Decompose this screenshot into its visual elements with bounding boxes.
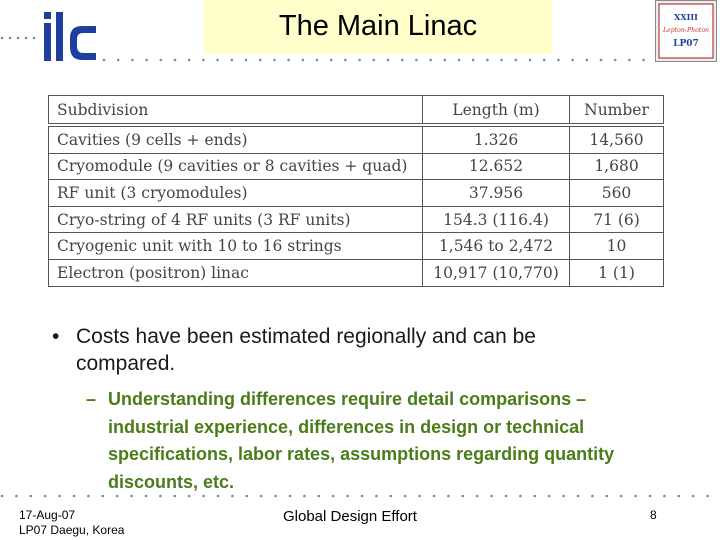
bullet-marker: • <box>52 325 60 348</box>
sub-bullet-text: Understanding differences require detail comparisons – industrial experience, differences in design or technical specifications, labor rates, assumptions regarding quantity discounts, etc. <box>108 389 615 492</box>
svg-text:Lepton-Photon: Lepton-Photon <box>662 27 710 34</box>
linac-subdivision-table <box>48 95 664 292</box>
table-row <box>49 206 664 233</box>
footer-dotted-rule <box>0 494 720 498</box>
footer-title: Global Design Effort <box>283 508 417 525</box>
number-cell: 560 <box>570 180 664 207</box>
table-row <box>49 233 664 260</box>
subdivision-cell: Cryogenic unit with 10 to 16 strings <box>49 233 423 260</box>
number-cell: 71 (6) <box>570 206 664 233</box>
length-cell: 1,546 to 2,472 <box>423 233 570 260</box>
lp07-logo <box>655 0 717 62</box>
table-row <box>49 125 664 153</box>
number-cell: 10 <box>570 233 664 260</box>
slide-title: The Main Linac <box>278 10 478 42</box>
length-cell: 12.652 <box>423 153 570 180</box>
top-left-dotted-rule <box>0 36 40 40</box>
ilc-logo <box>40 10 102 64</box>
header-dotted-rule <box>102 58 662 62</box>
subdivision-cell: RF unit (3 cryomodules) <box>49 180 423 207</box>
svg-text:LP07: LP07 <box>673 39 699 49</box>
footer-date: 17-Aug-07 <box>19 508 76 522</box>
page-number: 8 <box>650 508 657 522</box>
svg-text:XXIII: XXIII <box>674 12 698 22</box>
sub-bullet-marker: – <box>86 389 97 409</box>
number-cell: 1,680 <box>570 153 664 180</box>
subdivision-cell: Cavities (9 cells + ends) <box>49 125 423 153</box>
subdivision-cell: Electron (positron) linac <box>49 259 423 286</box>
length-cell: 37.956 <box>423 180 570 207</box>
column-header: Subdivision <box>49 96 423 126</box>
table-row <box>49 259 664 286</box>
length-cell: 154.3 (116.4) <box>423 206 570 233</box>
table-row <box>49 180 664 207</box>
table-row <box>49 153 664 180</box>
subdivision-cell: Cryo-string of 4 RF units (3 RF units) <box>49 206 423 233</box>
number-cell: 1 (1) <box>570 259 664 286</box>
table-header-row <box>49 96 664 126</box>
bullet-text: Costs have been estimated regionally and can be compared. <box>76 325 536 375</box>
footer-venue: LP07 Daegu, Korea <box>19 523 125 537</box>
length-cell: 1.326 <box>423 125 570 153</box>
column-header: Length (m) <box>423 96 570 126</box>
length-cell: 10,917 (10,770) <box>423 259 570 286</box>
column-header: Number <box>570 96 664 126</box>
subdivision-cell: Cryomodule (9 cavities or 8 cavities + quad) <box>49 153 423 180</box>
number-cell: 14,560 <box>570 125 664 153</box>
